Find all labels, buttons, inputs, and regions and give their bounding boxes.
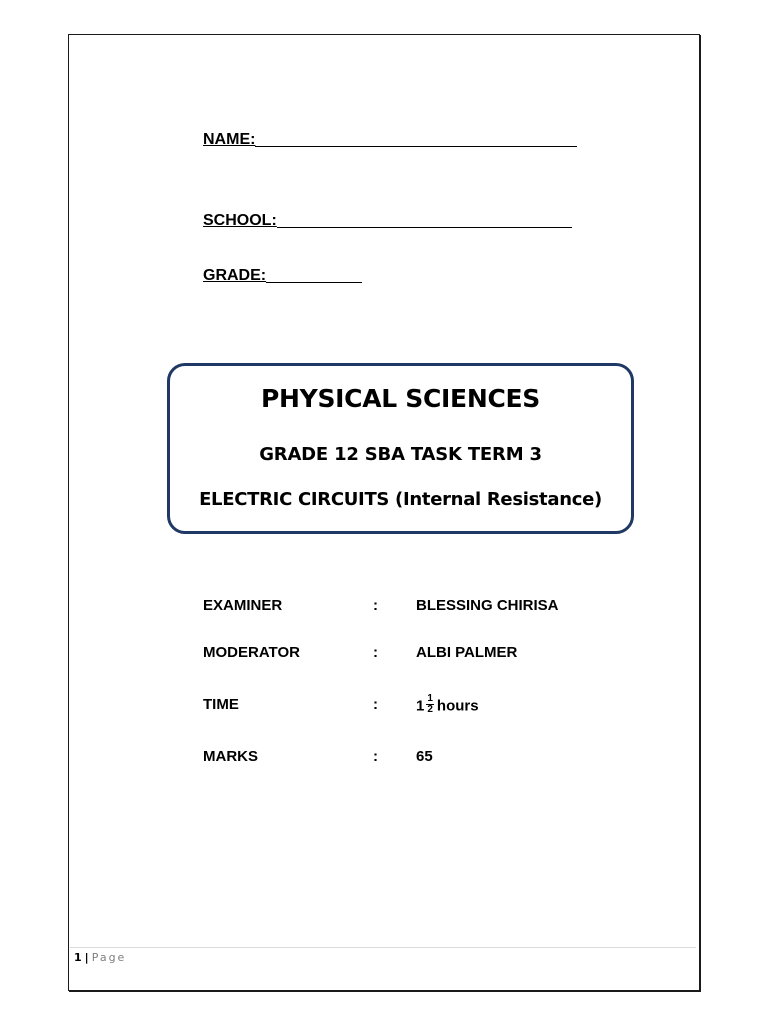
title-box bbox=[167, 363, 634, 534]
time-unit: hours bbox=[436, 697, 479, 715]
marks-value: 65 bbox=[416, 748, 433, 765]
footer-separator: | bbox=[84, 951, 89, 964]
marks-label: MARKS bbox=[203, 748, 258, 765]
name-label: NAME: bbox=[203, 131, 256, 148]
moderator-separator: : bbox=[373, 644, 378, 661]
name-blank-line bbox=[255, 130, 577, 147]
moderator-value: ALBI PALMER bbox=[416, 644, 518, 661]
page-number: 1 bbox=[74, 951, 82, 964]
time-denominator: 2 bbox=[427, 704, 433, 715]
topic-title: ELECTRIC CIRCUITS (Internal Resistance) bbox=[199, 489, 602, 510]
footer-divider bbox=[70, 947, 696, 948]
examiner-separator: : bbox=[373, 597, 378, 614]
time-whole: 1 bbox=[416, 697, 425, 715]
page-footer bbox=[74, 951, 126, 964]
examiner-label: EXAMINER bbox=[203, 597, 283, 614]
time-separator: : bbox=[373, 696, 378, 713]
time-label: TIME bbox=[203, 696, 239, 713]
school-label: SCHOOL: bbox=[203, 212, 277, 229]
subject-title: PHYSICAL SCIENCES bbox=[261, 384, 540, 413]
time-row bbox=[203, 693, 623, 718]
page-word: Page bbox=[91, 951, 127, 964]
grade-field bbox=[203, 266, 362, 286]
grade-blank-line bbox=[266, 266, 362, 283]
examiner-row bbox=[203, 597, 623, 619]
marks-separator: : bbox=[373, 748, 378, 765]
examiner-value: BLESSING CHIRISA bbox=[416, 597, 559, 614]
grade-label: GRADE: bbox=[203, 267, 267, 284]
school-field bbox=[203, 211, 572, 231]
school-blank-line bbox=[277, 211, 572, 228]
moderator-row bbox=[203, 644, 623, 666]
time-fraction bbox=[426, 694, 434, 715]
time-numerator: 1 bbox=[427, 693, 433, 704]
name-field bbox=[203, 130, 577, 150]
moderator-label: MODERATOR bbox=[203, 644, 300, 661]
task-title: GRADE 12 SBA TASK TERM 3 bbox=[259, 444, 542, 465]
time-value bbox=[416, 693, 479, 717]
marks-row bbox=[203, 748, 623, 770]
